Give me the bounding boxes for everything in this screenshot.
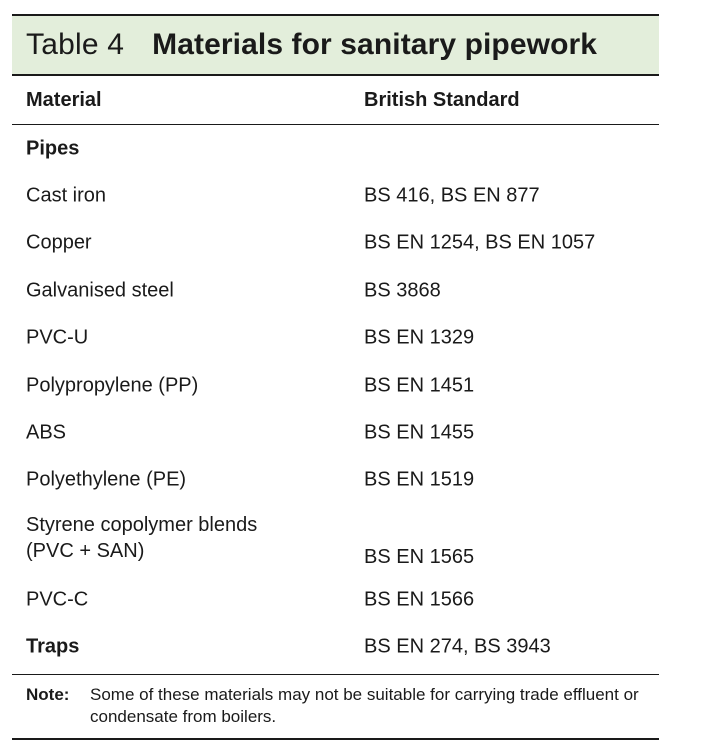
material-cell: Styrene copolymer blends (PVC + SAN) bbox=[26, 514, 258, 563]
column-header-british-standard: British Standard bbox=[364, 88, 520, 111]
column-header-material: Material bbox=[26, 88, 102, 111]
standard-cell: BS EN 1254, BS EN 1057 bbox=[364, 231, 596, 254]
material-cell: Traps bbox=[26, 635, 80, 658]
material-cell: PVC-U bbox=[26, 326, 89, 349]
section-row-pipes bbox=[12, 125, 659, 172]
table-header-row bbox=[12, 76, 659, 125]
table-row bbox=[12, 457, 659, 504]
material-cell: ABS bbox=[26, 421, 67, 444]
table-row bbox=[12, 172, 659, 219]
standard-cell: BS EN 1451 bbox=[364, 374, 475, 397]
material-cell: Cast iron bbox=[26, 184, 107, 207]
material-cell: Polyethylene (PE) bbox=[26, 468, 187, 491]
material-cell: PVC-C bbox=[26, 588, 89, 611]
material-cell: Copper bbox=[26, 231, 92, 254]
material-cell: Galvanised steel bbox=[26, 279, 174, 302]
table-container bbox=[12, 14, 659, 740]
table-row bbox=[12, 362, 659, 409]
table-row bbox=[12, 576, 659, 623]
table-row bbox=[12, 409, 659, 456]
table-row bbox=[12, 267, 659, 314]
table-body bbox=[12, 125, 659, 671]
section-row-traps bbox=[12, 624, 659, 671]
table-title: Materials for sanitary pipework bbox=[152, 28, 598, 61]
table-number: Table 4 bbox=[26, 28, 125, 61]
standard-cell: BS EN 1455 bbox=[364, 421, 475, 444]
standard-cell: BS EN 1519 bbox=[364, 468, 475, 491]
note-label: Note: bbox=[26, 684, 70, 704]
table-footnote bbox=[12, 674, 659, 740]
standard-cell: BS 3868 bbox=[364, 279, 441, 302]
table-title-bar bbox=[12, 14, 659, 76]
standard-cell: BS EN 1329 bbox=[364, 326, 475, 349]
table-row bbox=[12, 220, 659, 267]
table-row bbox=[12, 504, 659, 576]
standard-cell: BS EN 1566 bbox=[364, 588, 475, 611]
material-cell: Pipes bbox=[26, 137, 80, 160]
standard-cell: BS EN 1565 bbox=[364, 546, 475, 569]
material-cell: Polypropylene (PP) bbox=[26, 374, 199, 397]
standard-cell: BS 416, BS EN 877 bbox=[364, 184, 540, 207]
note-text: Some of these materials may not be suitable for carrying trade effluent or condensate from boilers. bbox=[90, 684, 639, 726]
standard-cell: BS EN 274, BS 3943 bbox=[364, 635, 551, 658]
table-row bbox=[12, 315, 659, 362]
